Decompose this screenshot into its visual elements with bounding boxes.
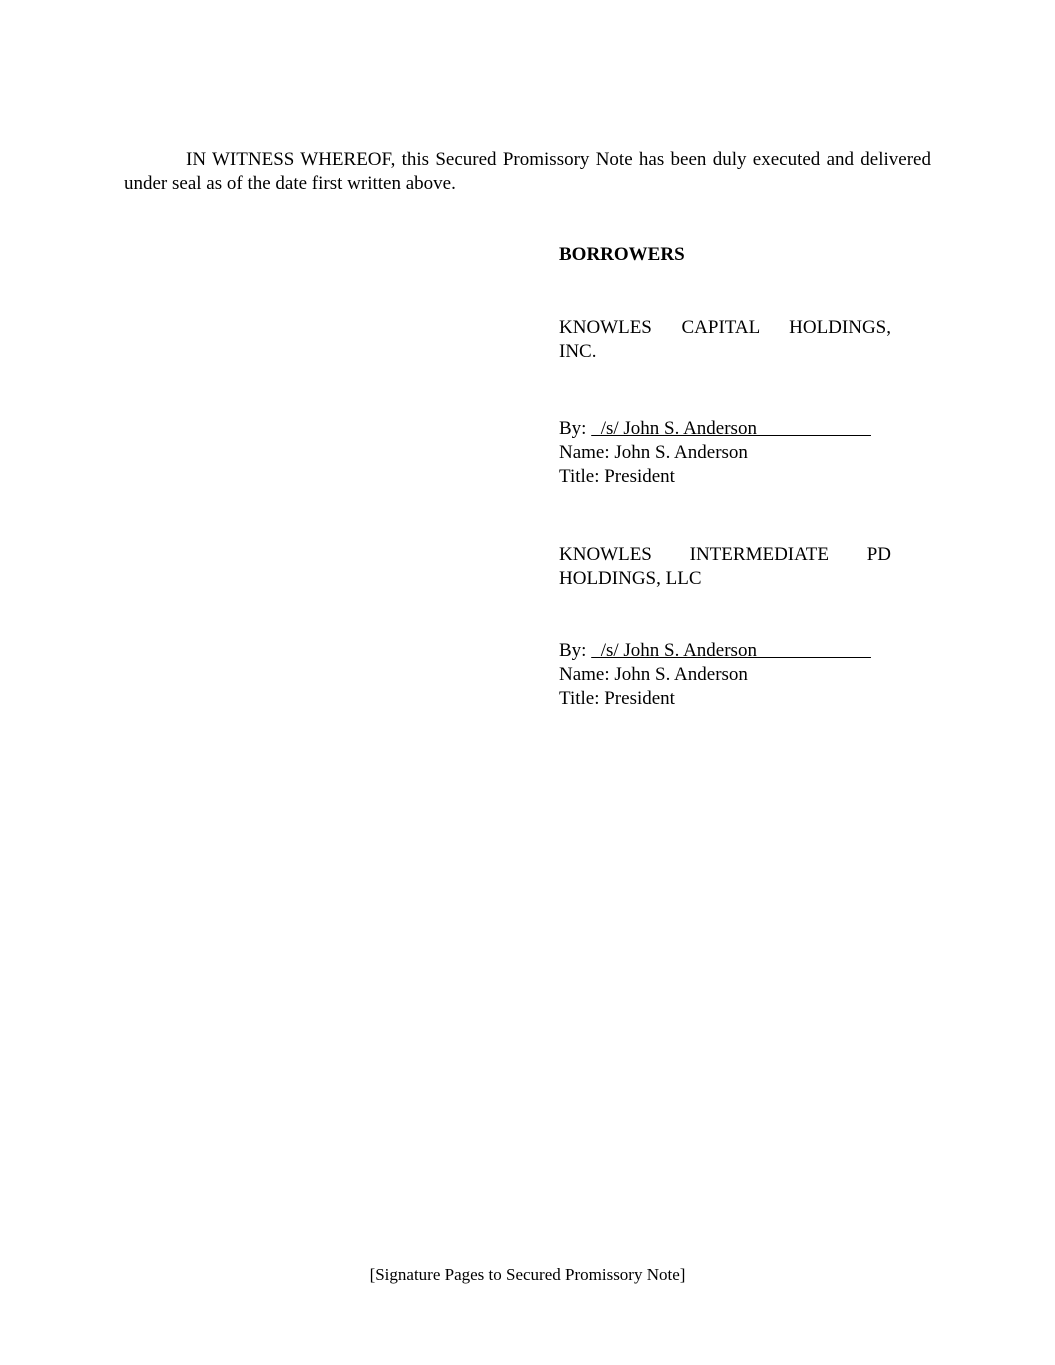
witness-paragraph: IN WITNESS WHEREOF, this Secured Promissory Note has been duly executed and delivered under seal as of the date first written above. [124,149,931,194]
entity-name-line-2: HOLDINGS, LLC [559,568,702,589]
entity-name [559,543,891,591]
entity-name-line-1: KNOWLES INTERMEDIATE PD [559,544,891,565]
signature-value: /s/ John S. Anderson [591,418,871,439]
by-label: By: [559,418,587,439]
entity-name-line-1: KNOWLES CAPITAL HOLDINGS, [559,317,891,338]
borrowers-heading-block [559,243,891,267]
signer-entity-2 [559,543,891,591]
page-footer: [Signature Pages to Secured Promissory Note] [369,1265,686,1284]
signature-line [559,417,891,441]
signer-entity-1 [559,316,891,364]
borrowers-heading: BORROWERS [559,244,685,265]
by-label: By: [559,640,587,661]
signature-block-1 [559,417,891,489]
signature-block-2 [559,639,891,711]
entity-name-line-2: INC. [559,341,597,362]
signature-value: /s/ John S. Anderson [591,640,871,661]
signer-title: Title: President [559,688,675,709]
signature-line [559,639,891,663]
entity-name [559,316,891,364]
signer-title: Title: President [559,466,675,487]
signer-name: Name: John S. Anderson [559,442,748,463]
signer-name: Name: John S. Anderson [559,664,748,685]
